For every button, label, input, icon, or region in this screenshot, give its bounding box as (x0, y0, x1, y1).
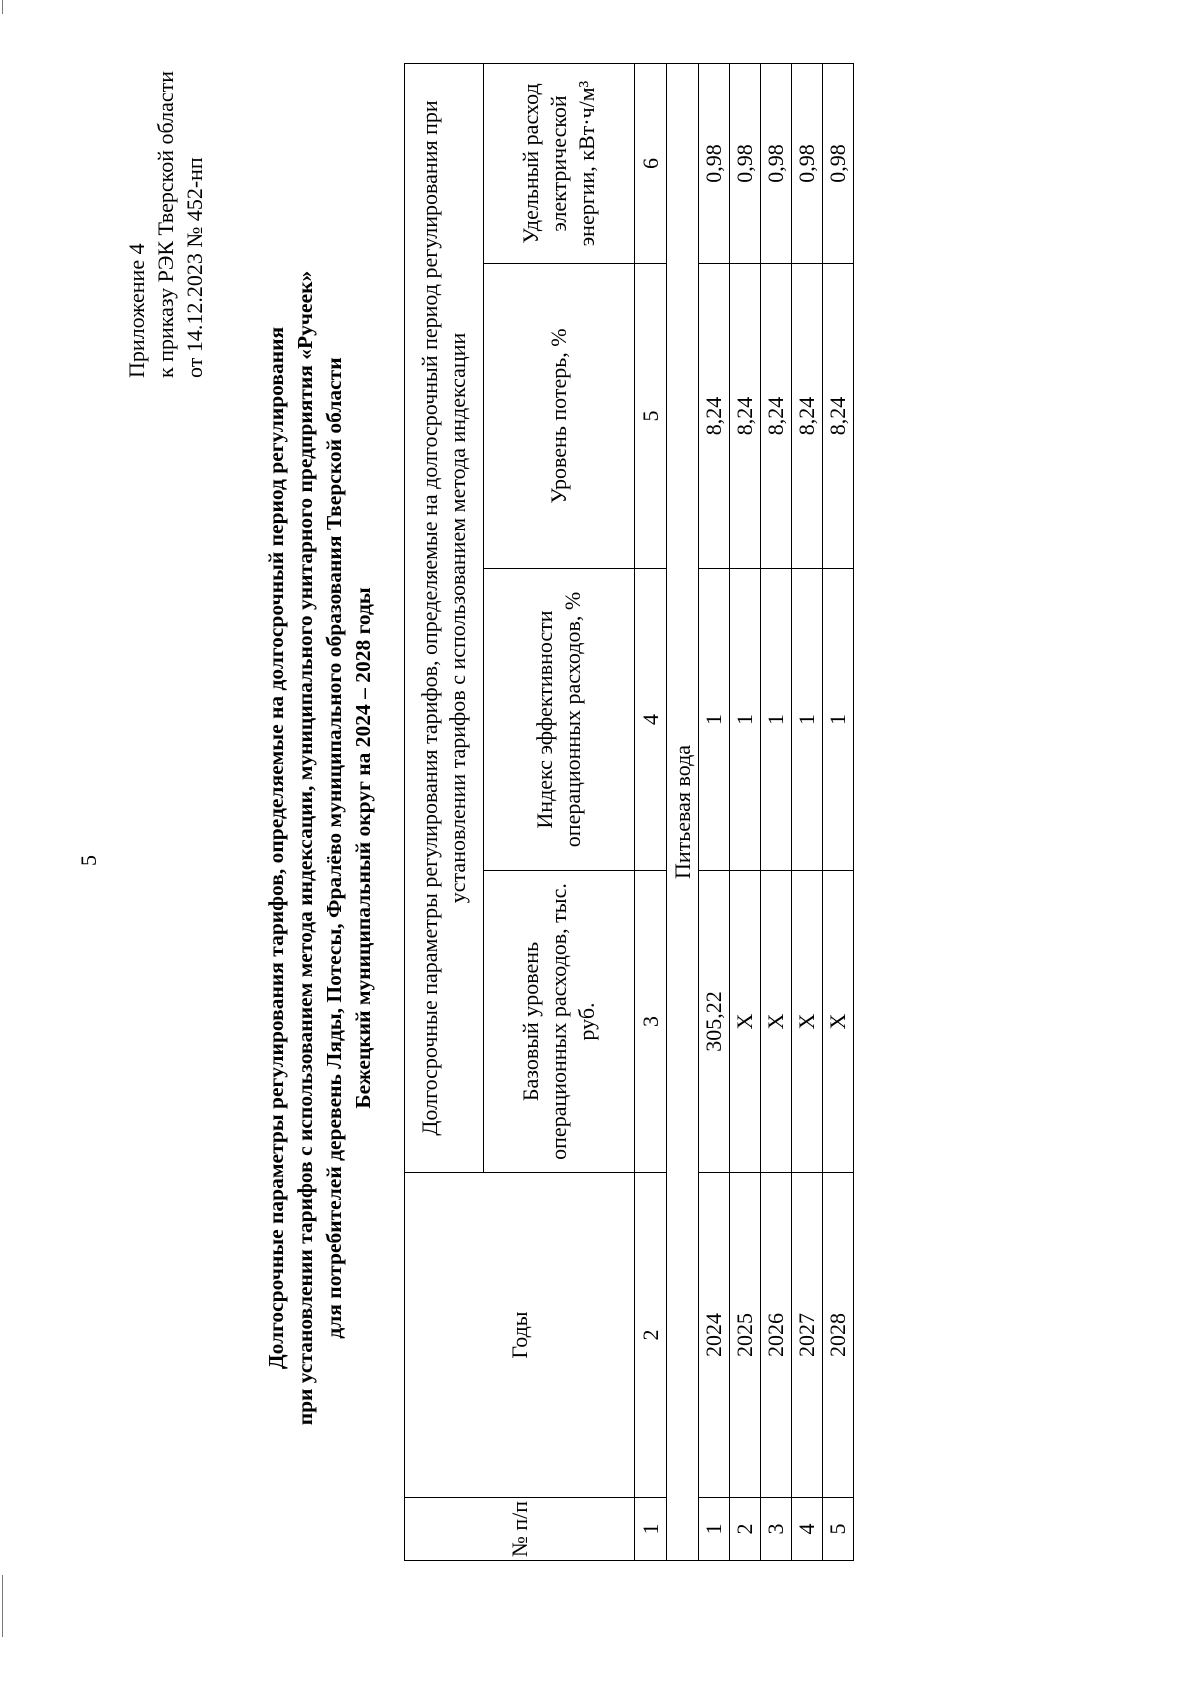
appendix-line: к приказу РЭК Тверской области (153, 70, 178, 378)
table-row (792, 63, 823, 1560)
col-header-years: Годы (405, 1173, 635, 1498)
cell-efficiency-index: 1 (792, 569, 823, 871)
title-line: Долгосрочные параметры регулирования тарифов, определяемые на долгосрочный период регулирования (264, 326, 288, 1370)
cell-number: 3 (761, 1498, 792, 1561)
cell-loss-level: 8,24 (699, 264, 730, 569)
cell-energy-consumption: 0,98 (761, 63, 792, 263)
cell-efficiency-index: 1 (823, 569, 854, 871)
cell-loss-level: 8,24 (730, 264, 761, 569)
column-number: 2 (635, 1173, 667, 1498)
cell-number: 1 (699, 1498, 730, 1561)
title-line: Бежецкий муниципальный округ на 2024 – 2028 годы (351, 587, 375, 1109)
title-line: для потребителей деревень Ляды, Потесы, Фралёво муниципального образования Тверской области (322, 357, 346, 1339)
table-row (699, 63, 730, 1560)
cell-efficiency-index: 1 (730, 569, 761, 871)
appendix-line: от 14.12.2023 № 452-нп (182, 157, 207, 378)
cell-base-expenses: Х (792, 871, 823, 1173)
cell-base-expenses: 305,22 (699, 871, 730, 1173)
cell-loss-level: 8,24 (761, 264, 792, 569)
col-header-base-expenses: Базовый уровень операционных расходов, тыс. руб. (484, 871, 635, 1173)
table-row (823, 63, 854, 1560)
cell-base-expenses: Х (730, 871, 761, 1173)
table-header-row (405, 63, 484, 1560)
cell-efficiency-index: 1 (699, 569, 730, 871)
cell-number: 5 (823, 1498, 854, 1561)
section-row (667, 63, 699, 1560)
appendix-reference (122, 71, 209, 378)
cell-energy-consumption: 0,98 (730, 63, 761, 263)
column-number: 6 (635, 63, 667, 263)
col-header-energy-consumption: Удельный расход электрической энергии, кВт·ч/м³ (484, 63, 635, 263)
cell-energy-consumption: 0,98 (792, 63, 823, 263)
page-number: 5 (76, 855, 101, 866)
col-header-efficiency-index: Индекс эффективности операционных расходов, % (484, 569, 635, 871)
cell-loss-level: 8,24 (792, 264, 823, 569)
group-header: Долгосрочные параметры регулирования тарифов, определяемые на долгосрочный период регулирования при установлении тарифов с использованием метода индексации (405, 63, 484, 1172)
title-line: при установлении тарифов с использованием метода индексации, муниципального унитарного предприятия «Ручеек» (293, 270, 317, 1426)
cell-year: 2024 (699, 1173, 730, 1498)
tariff-parameters-table (404, 63, 854, 1561)
table-row (730, 63, 761, 1560)
col-header-loss-level: Уровень потерь, % (484, 264, 635, 569)
cell-loss-level: 8,24 (823, 264, 854, 569)
cell-year: 2025 (730, 1173, 761, 1498)
appendix-line: Приложение 4 (124, 243, 149, 378)
cell-year: 2028 (823, 1173, 854, 1498)
cell-year: 2027 (792, 1173, 823, 1498)
col-header-number: № п/п (405, 1498, 635, 1561)
column-number-row (635, 63, 667, 1560)
column-number: 3 (635, 871, 667, 1173)
cell-energy-consumption: 0,98 (699, 63, 730, 263)
cell-number: 2 (730, 1498, 761, 1561)
document-title (262, 120, 378, 1576)
cell-energy-consumption: 0,98 (823, 63, 854, 263)
column-number: 5 (635, 264, 667, 569)
cell-number: 4 (792, 1498, 823, 1561)
column-number: 4 (635, 569, 667, 871)
column-number: 1 (635, 1498, 667, 1561)
cell-base-expenses: Х (823, 871, 854, 1173)
cell-efficiency-index: 1 (761, 569, 792, 871)
cell-base-expenses: Х (761, 871, 792, 1173)
section-label: Питьевая вода (667, 63, 699, 1560)
cell-year: 2026 (761, 1173, 792, 1498)
table-row (761, 63, 792, 1560)
